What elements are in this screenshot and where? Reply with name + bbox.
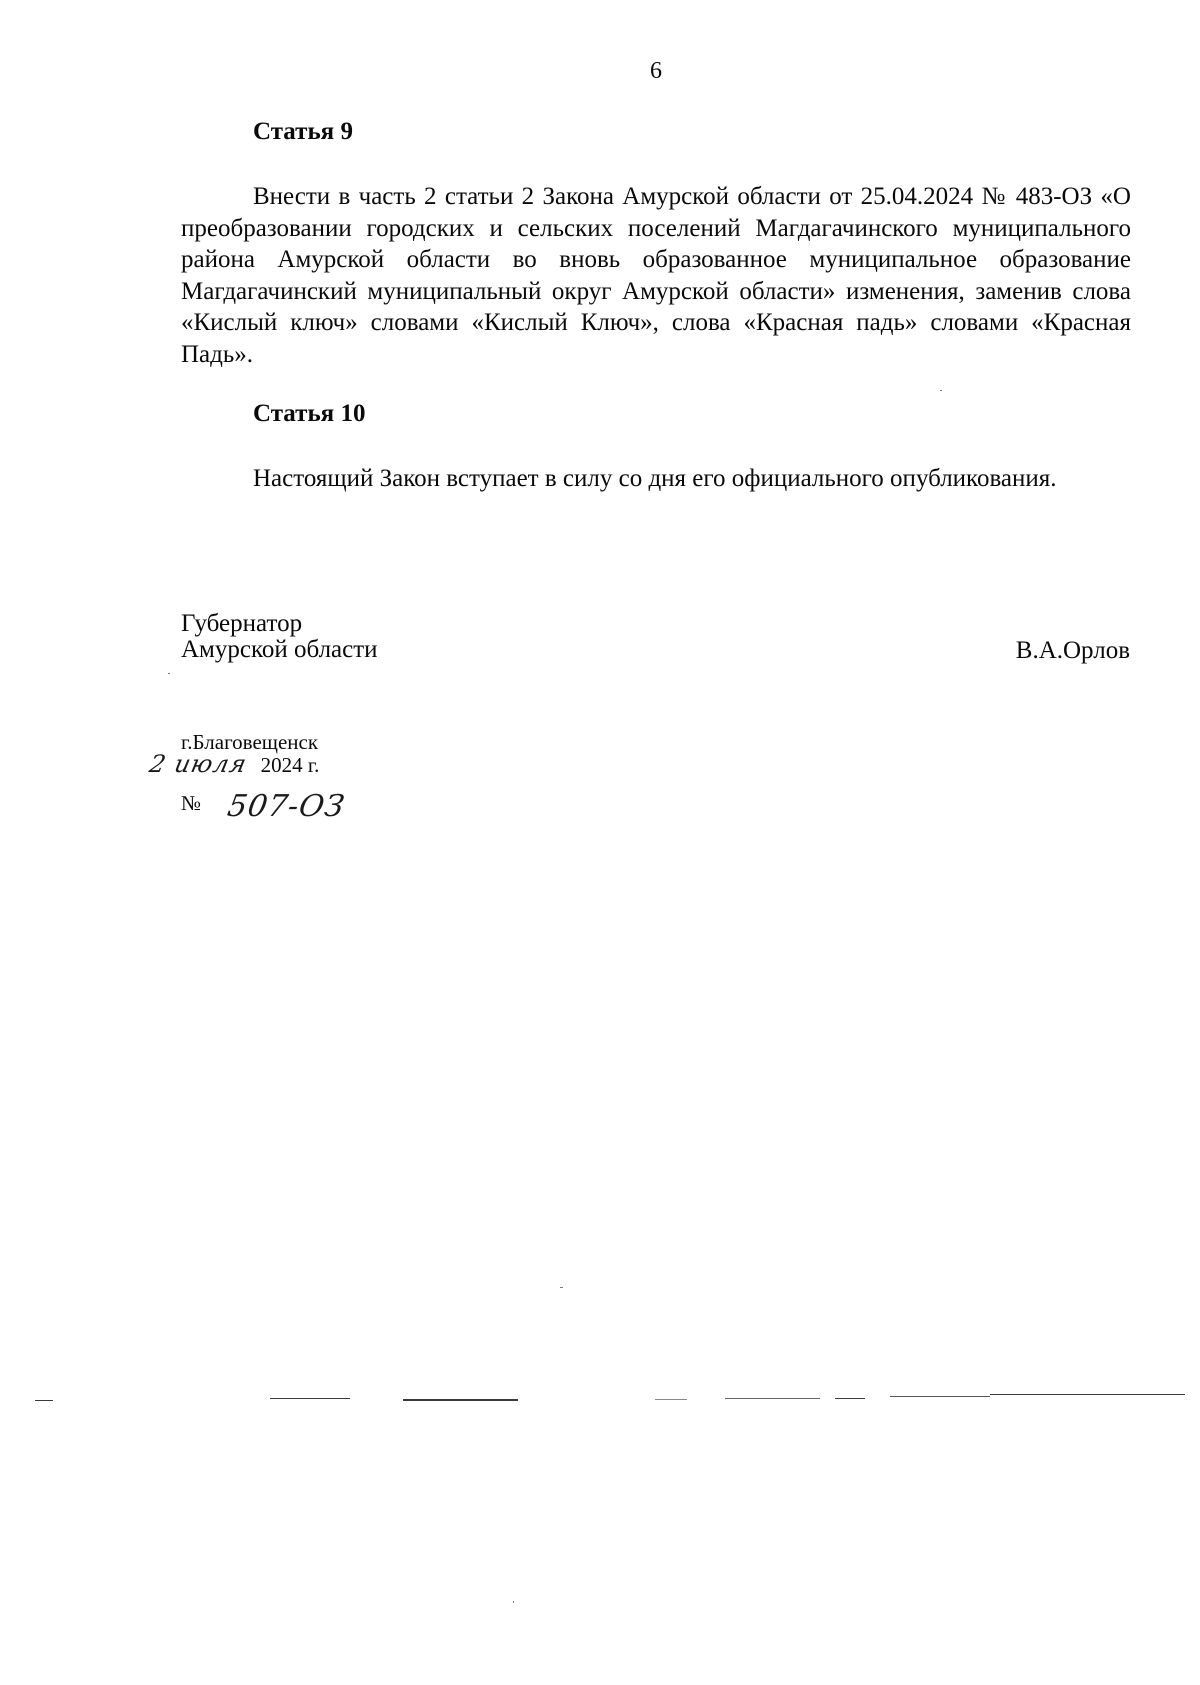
signatory-name: В.А.Орлов — [1015, 637, 1130, 664]
scan-speck — [940, 390, 942, 391]
handwritten-law-number: 507-ОЗ — [224, 789, 348, 824]
article-text: Настоящий Закон вступает в силу со дня его официального опубликования. — [253, 465, 1057, 492]
scan-speck — [168, 673, 170, 674]
article-heading: Статья 10 — [253, 400, 366, 427]
signatory-title-line: Губернатор — [181, 610, 303, 637]
article-text: Внести в часть 2 статьи 2 Закона Амурской области от 25.04.2024 № 483-ОЗ «О преобразовании городских и сельских поселений Магдагачинского муниципального района Амурской области во вновь образованное муниципальное образование Магдагачинский муниципальный округ Амурской области» изменения, заменив слова «Кислый ключ» словами «Кислый Ключ», слова «Красная падь» словами «Красная Падь». — [181, 183, 1131, 368]
signing-city: г.Благовещенск — [181, 730, 319, 754]
scan-artifact — [990, 1394, 1185, 1395]
signatory-title-line: Амурской области — [181, 636, 378, 663]
signatory-title — [181, 611, 378, 663]
scan-speck — [513, 1601, 514, 1603]
scan-artifact — [835, 1398, 865, 1399]
scan-speck — [560, 1287, 563, 1288]
scan-artifact — [655, 1399, 687, 1400]
article-heading: Статья 9 — [253, 118, 353, 145]
signing-year: 2024 г. — [260, 753, 320, 777]
signing-date — [147, 750, 320, 778]
page-number: 6 — [650, 58, 662, 84]
scan-artifact — [270, 1398, 350, 1399]
scan-artifact — [725, 1398, 820, 1399]
scan-artifact — [403, 1399, 518, 1401]
handwritten-date: 2 июля — [147, 750, 250, 778]
scan-artifact — [35, 1400, 53, 1401]
scan-artifact — [890, 1396, 990, 1397]
number-sign: № — [181, 791, 202, 815]
law-number — [181, 783, 348, 824]
